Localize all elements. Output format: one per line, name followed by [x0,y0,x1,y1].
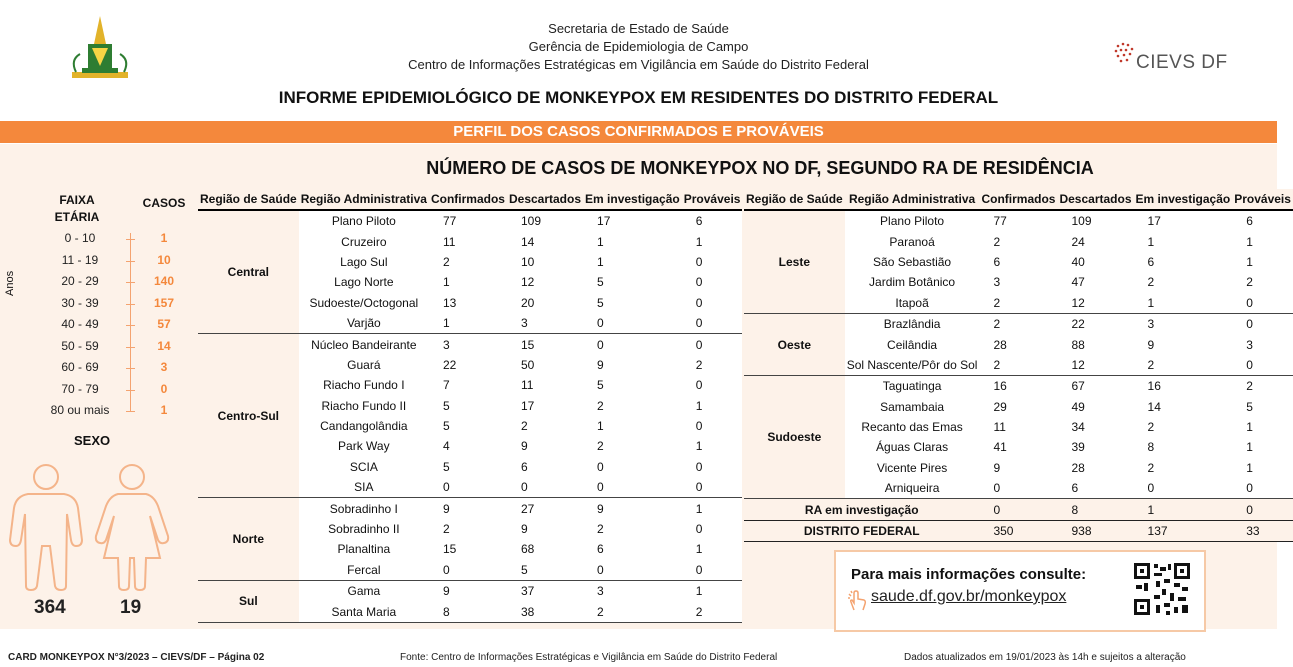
value-cell: 2 [979,313,1057,334]
health-region-cell: Sudoeste [744,376,845,499]
value-cell: 15 [429,539,507,559]
value-cell: 12 [1057,355,1133,376]
value-cell: 0 [583,477,682,498]
value-cell: 28 [979,334,1057,354]
value-cell: 2 [583,436,682,456]
admin-region-cell: SCIA [299,457,429,477]
age-case-count: 10 [157,252,171,267]
value-cell: 0 [682,293,743,313]
age-axis-label: Anos [4,270,16,296]
value-cell: 1 [682,396,743,416]
table-row [744,313,1293,334]
value-cell: 1 [429,272,507,292]
value-cell: 0 [1134,478,1233,499]
value-cell: 2 [583,519,682,539]
value-cell: 38 [507,601,583,622]
value-cell: 1 [1232,252,1293,272]
value-cell: 2 [1134,417,1233,437]
value-cell: 1 [682,231,743,251]
value-cell: 1 [682,498,743,519]
value-cell: 16 [979,376,1057,397]
health-region-cell: Oeste [744,313,845,375]
column-header: Confirmados [429,189,507,210]
value-cell: 6 [682,210,743,231]
value-cell: 5 [429,396,507,416]
male-count: 364 [34,597,66,618]
value-cell: 2 [979,293,1057,314]
value-cell: 9 [583,355,682,375]
female-figure-icon [92,462,172,597]
value-cell: 0 [507,477,583,498]
band-title: PERFIL DOS CASOS CONFIRMADOS E PROVÁVEIS [453,123,824,140]
value-cell: 0 [429,477,507,498]
column-header: Descartados [507,189,583,210]
admin-region-cell: Santa Maria [299,601,429,622]
value-cell: 5 [429,457,507,477]
value-cell: 3 [1232,334,1293,354]
health-region-cell: Central [198,210,299,334]
admin-region-cell: Guará [299,355,429,375]
admin-region-cell: Plano Piloto [845,210,980,231]
sex-title: SEXO [74,433,111,448]
value-cell: 6 [1232,210,1293,231]
value-cell: 5 [1232,397,1293,417]
value-cell: 2 [979,231,1057,251]
age-axis-tick [126,304,135,305]
total-value-cell: 137 [1134,520,1233,541]
admin-region-cell: Lago Sul [299,252,429,272]
value-cell: 11 [507,375,583,395]
value-cell: 49 [1057,397,1133,417]
table-row [198,498,742,519]
value-cell: 1 [583,252,682,272]
column-header: Região de Saúde [198,189,299,210]
value-cell: 3 [979,272,1057,292]
value-cell: 1 [1232,417,1293,437]
ra-investigation-row [744,499,1293,520]
section-title: NÚMERO DE CASOS DE MONKEYPOX NO DF, SEGUNDO RA DE RESIDÊNCIA [426,158,1094,178]
value-cell: 34 [1057,417,1133,437]
table-row [198,581,742,602]
admin-region-cell: Taguatinga [845,376,980,397]
age-header-line-1: FAIXA [59,193,95,207]
value-cell: 0 [583,560,682,581]
age-range-label: 30 - 39 [61,295,99,310]
header-line-2: Gerência de Epidemiologia de Campo [528,39,749,54]
value-cell: 0 [682,375,743,395]
value-cell: 1 [583,416,682,436]
health-region-cell: Norte [198,498,299,581]
age-header-line-2: ETÁRIA [54,210,100,224]
age-axis-tick [126,282,135,283]
value-cell: 24 [1057,231,1133,251]
admin-region-cell: Sol Nascente/Pôr do Sol [845,355,980,376]
value-cell: 1 [682,539,743,559]
admin-region-cell: Park Way [299,436,429,456]
age-case-count: 140 [153,274,175,288]
value-cell: 2 [979,355,1057,376]
value-cell: 17 [583,210,682,231]
total-label-cell: DISTRITO FEDERAL [744,520,979,541]
admin-region-cell: Paranoá [845,231,980,251]
value-cell: 2 [507,416,583,436]
header-line-3: Centro de Informações Estratégicas em Vigilância em Saúde do Distrito Federal [408,57,869,72]
age-range-label: 11 - 19 [61,252,99,267]
value-cell: 0 [682,313,743,334]
age-case-count: 1 [160,403,168,417]
table-left-header [198,189,742,210]
value-cell: 5 [583,272,682,292]
age-case-count: 3 [160,360,168,374]
table-right-header [744,189,1293,210]
qr-code-icon [1132,561,1192,622]
value-cell: 17 [1134,210,1233,231]
admin-region-cell: Sudoeste/Octogonal [299,293,429,313]
admin-region-cell: Plano Piloto [299,210,429,231]
admin-region-cell: Vicente Pires [845,458,980,478]
age-range-label: 50 - 59 [61,338,99,353]
total-value-cell: 0 [1232,499,1293,520]
age-case-count: 1 [160,231,168,245]
value-cell: 2 [583,396,682,416]
age-case-count: 14 [157,338,171,353]
admin-region-cell: Cruzeiro [299,231,429,251]
total-value-cell: 8 [1057,499,1133,520]
admin-region-cell: Planaltina [299,539,429,559]
admin-region-cell: Águas Claras [845,437,980,457]
section-band [0,121,1277,143]
table-right [744,189,1293,542]
admin-region-cell: Ceilândia [845,334,980,354]
value-cell: 4 [429,436,507,456]
value-cell: 1 [1232,231,1293,251]
age-case-count: 57 [157,317,171,331]
value-cell: 77 [979,210,1057,231]
table-left [198,189,742,623]
column-header: Prováveis [682,189,743,210]
health-region-cell: Centro-Sul [198,334,299,498]
age-range-label: 0 - 10 [64,231,96,245]
health-region-cell: Leste [744,210,845,313]
value-cell: 2 [1134,355,1233,376]
table-row [744,210,1293,231]
table-row [198,334,742,355]
value-cell: 2 [583,601,682,622]
value-cell: 39 [1057,437,1133,457]
admin-region-cell: Núcleo Bandeirante [299,334,429,355]
age-axis-tick [126,261,135,262]
value-cell: 0 [682,519,743,539]
admin-region-cell: Recanto das Emas [845,417,980,437]
table-row [744,376,1293,397]
total-value-cell: 33 [1232,520,1293,541]
value-cell: 109 [1057,210,1133,231]
value-cell: 8 [429,601,507,622]
admin-region-cell: Varjão [299,313,429,334]
page-title: INFORME EPIDEMIOLÓGICO DE MONKEYPOX EM RESIDENTES DO DISTRITO FEDERAL [278,88,999,107]
value-cell: 41 [979,437,1057,457]
total-value-cell: 1 [1134,499,1233,520]
total-value-cell: 938 [1057,520,1133,541]
admin-region-cell: SIA [299,477,429,498]
value-cell: 0 [429,560,507,581]
value-cell: 5 [583,293,682,313]
value-cell: 1 [429,313,507,334]
admin-region-cell: Riacho Fundo II [299,396,429,416]
age-range-label: 20 - 29 [61,274,99,288]
admin-region-cell: Sobradinho II [299,519,429,539]
value-cell: 9 [979,458,1057,478]
value-cell: 5 [429,416,507,436]
female-count: 19 [120,597,142,618]
value-cell: 0 [682,272,743,292]
info-link[interactable]: saude.df.gov.br/monkeypox [871,588,1067,605]
table-row [198,210,742,231]
age-axis-tick [126,411,135,412]
footer-source: Fonte: Centro de Informações Estratégicas e Vigilância em Saúde do Distrito Federal [400,652,778,663]
value-cell: 2 [429,519,507,539]
value-cell: 3 [1134,313,1233,334]
value-cell: 2 [1134,272,1233,292]
value-cell: 109 [507,210,583,231]
column-header: Em investigação [1134,189,1233,210]
value-cell: 1 [682,581,743,602]
age-range-label: 80 ou mais [50,403,110,417]
column-header: Região de Saúde [744,189,845,210]
admin-region-cell: São Sebastião [845,252,980,272]
value-cell: 1 [1134,231,1233,251]
value-cell: 77 [429,210,507,231]
column-header: Prováveis [1232,189,1293,210]
value-cell: 0 [1232,478,1293,499]
header-line-1: Secretaria de Estado de Saúde [548,21,729,36]
column-header: Descartados [1057,189,1133,210]
value-cell: 88 [1057,334,1133,354]
info-title: Para mais informações consulte: [851,566,1087,583]
value-cell: 28 [1057,458,1133,478]
value-cell: 15 [507,334,583,355]
value-cell: 9 [583,498,682,519]
column-header: Região Administrativa [845,189,980,210]
value-cell: 0 [583,313,682,334]
value-cell: 6 [1057,478,1133,499]
value-cell: 0 [682,334,743,355]
value-cell: 3 [583,581,682,602]
male-figure-icon [6,462,86,597]
value-cell: 5 [507,560,583,581]
column-header: Em investigação [583,189,682,210]
value-cell: 22 [429,355,507,375]
value-cell: 1 [1232,437,1293,457]
admin-region-cell: Sobradinho I [299,498,429,519]
value-cell: 9 [507,436,583,456]
value-cell: 0 [583,334,682,355]
value-cell: 2 [1232,376,1293,397]
cases-header: CASOS [142,196,186,210]
value-cell: 9 [429,581,507,602]
value-cell: 5 [583,375,682,395]
age-header [52,193,102,224]
value-cell: 3 [429,334,507,355]
admin-region-cell: Arniqueira [845,478,980,499]
value-cell: 8 [1134,437,1233,457]
value-cell: 11 [979,417,1057,437]
age-case-count: 157 [153,295,175,310]
value-cell: 3 [507,313,583,334]
age-axis-tick [126,368,135,369]
total-label-cell: RA em investigação [744,499,979,520]
value-cell: 29 [979,397,1057,417]
value-cell: 27 [507,498,583,519]
column-header: Região Administrativa [299,189,429,210]
value-cell: 6 [1134,252,1233,272]
admin-region-cell: Brazlândia [845,313,980,334]
age-axis-tick [126,325,135,326]
value-cell: 0 [682,560,743,581]
value-cell: 1 [1134,293,1233,314]
age-axis-tick [126,239,135,240]
value-cell: 0 [682,416,743,436]
value-cell: 0 [583,457,682,477]
value-cell: 0 [1232,355,1293,376]
cievs-logo-text: CIEVS DF [1136,52,1228,73]
value-cell: 16 [1134,376,1233,397]
value-cell: 6 [583,539,682,559]
value-cell: 2 [1134,458,1233,478]
value-cell: 67 [1057,376,1133,397]
value-cell: 47 [1057,272,1133,292]
admin-region-cell: Jardim Botânico [845,272,980,292]
value-cell: 22 [1057,313,1133,334]
value-cell: 9 [1134,334,1233,354]
column-header: Confirmados [979,189,1057,210]
value-cell: 9 [429,498,507,519]
value-cell: 0 [682,457,743,477]
age-axis-tick [126,347,135,348]
admin-region-cell: Gama [299,581,429,602]
value-cell: 37 [507,581,583,602]
age-range-label: 40 - 49 [61,317,99,331]
admin-region-cell: Lago Norte [299,272,429,292]
value-cell: 13 [429,293,507,313]
value-cell: 20 [507,293,583,313]
value-cell: 6 [979,252,1057,272]
value-cell: 50 [507,355,583,375]
value-cell: 68 [507,539,583,559]
admin-region-cell: Riacho Fundo I [299,375,429,395]
age-axis-tick [126,390,135,391]
value-cell: 7 [429,375,507,395]
value-cell: 11 [429,231,507,251]
health-region-cell: Sul [198,581,299,623]
value-cell: 2 [682,355,743,375]
admin-region-cell: Fercal [299,560,429,581]
age-case-count: 0 [160,381,168,396]
value-cell: 2 [429,252,507,272]
value-cell: 0 [682,252,743,272]
footer-updated: Dados atualizados em 19/01/2023 às 14h e sujeitos a alteração [904,652,1186,663]
value-cell: 40 [1057,252,1133,272]
value-cell: 14 [1134,397,1233,417]
age-range-label: 70 - 79 [61,381,99,396]
value-cell: 0 [682,477,743,498]
value-cell: 2 [682,601,743,622]
value-cell: 12 [507,272,583,292]
value-cell: 10 [507,252,583,272]
footer-card-label: CARD MONKEYPOX N°3/2023 – CIEVS/DF – Página 02 [8,652,265,663]
admin-region-cell: Candangolândia [299,416,429,436]
value-cell: 14 [507,231,583,251]
total-value-cell: 0 [979,499,1057,520]
admin-region-cell: Samambaia [845,397,980,417]
value-cell: 1 [682,436,743,456]
value-cell: 1 [583,231,682,251]
value-cell: 0 [1232,293,1293,314]
value-cell: 6 [507,457,583,477]
header-lines [0,20,1277,74]
value-cell: 9 [507,519,583,539]
value-cell: 17 [507,396,583,416]
admin-region-cell: Itapoã [845,293,980,314]
value-cell: 0 [1232,313,1293,334]
value-cell: 2 [1232,272,1293,292]
total-value-cell: 350 [979,520,1057,541]
df-total-row [744,520,1293,541]
value-cell: 1 [1232,458,1293,478]
value-cell: 12 [1057,293,1133,314]
hand-pointer-icon [845,588,869,617]
age-range-label: 60 - 69 [61,360,99,374]
value-cell: 0 [979,478,1057,499]
